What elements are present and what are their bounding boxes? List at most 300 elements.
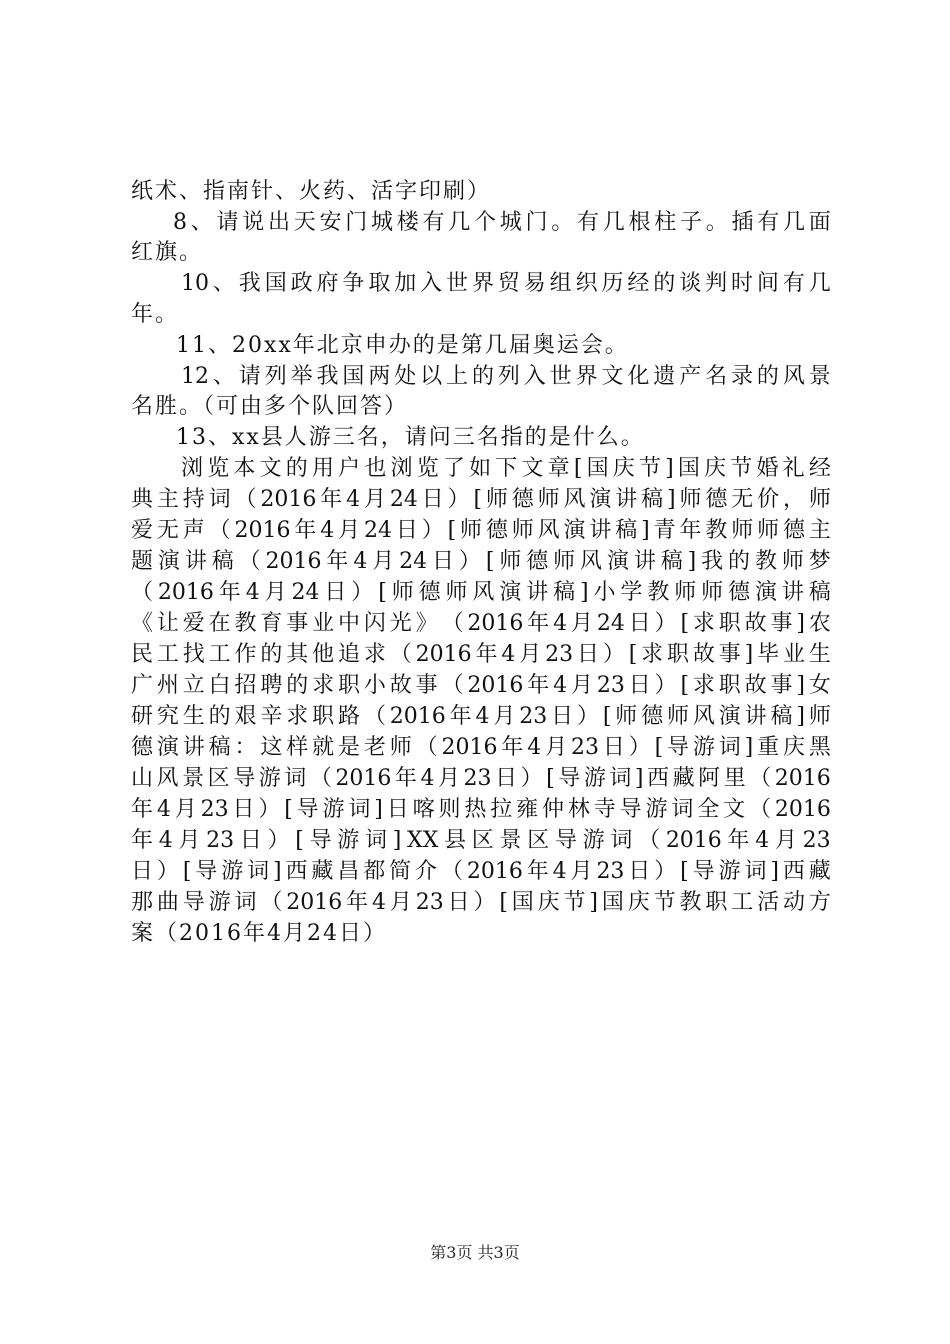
text-run: 判 bbox=[705, 271, 728, 296]
text-run: （ bbox=[415, 735, 438, 760]
text-run: 月 bbox=[519, 642, 542, 667]
text-run: 稿 bbox=[615, 518, 638, 543]
text-run: 词 bbox=[348, 797, 371, 822]
text-run: 2016 bbox=[467, 673, 524, 698]
text-run: ） bbox=[258, 797, 281, 822]
text-run: 则 bbox=[438, 797, 461, 822]
text-run: 月 bbox=[437, 766, 460, 791]
text-run: 雍 bbox=[516, 797, 539, 822]
text-run: 年 bbox=[131, 828, 154, 853]
text-run: 界 bbox=[575, 364, 598, 389]
text-run: 西 bbox=[647, 766, 670, 791]
text-run: 化 bbox=[627, 364, 650, 389]
text-run: ] bbox=[667, 487, 676, 512]
text-run: 事 bbox=[286, 611, 309, 636]
text-run: 导 bbox=[554, 828, 577, 853]
text-run: 仲 bbox=[542, 797, 565, 822]
related-articles-line bbox=[131, 516, 831, 546]
text-run: 其 bbox=[286, 642, 309, 667]
text-run: [ bbox=[628, 642, 638, 667]
text-run: （ bbox=[363, 704, 386, 729]
text-run: 子 bbox=[679, 210, 702, 235]
text-run: 2016 bbox=[260, 487, 317, 512]
text-run: 作 bbox=[234, 642, 257, 667]
text-run: 演 bbox=[157, 549, 180, 574]
text-run: 曲 bbox=[156, 890, 179, 915]
text-run: 师 bbox=[445, 580, 468, 605]
text-run: 的 bbox=[285, 456, 308, 481]
text-run: 师 bbox=[511, 518, 534, 543]
text-run: 师 bbox=[499, 549, 522, 574]
text-run: 日 bbox=[386, 797, 409, 822]
text-run: ] bbox=[665, 456, 674, 481]
text-run: 故 bbox=[389, 673, 412, 698]
text-run: 求 bbox=[363, 642, 386, 667]
text-run: 国 bbox=[586, 456, 609, 481]
text-run: 府 bbox=[316, 271, 339, 296]
question-13-line: 13、xx县人游三名，请问三名指的是什么。 bbox=[176, 425, 645, 450]
text-run: 的 bbox=[286, 673, 309, 698]
text-run: 23 bbox=[519, 704, 548, 729]
text-run: 2016 bbox=[389, 704, 446, 729]
text-run: 求 bbox=[692, 611, 715, 636]
text-run: 师 bbox=[731, 518, 754, 543]
text-run: 师 bbox=[391, 580, 414, 605]
text-run: 词 bbox=[234, 890, 257, 915]
text-run: 词 bbox=[284, 766, 307, 791]
text-run: （ bbox=[208, 518, 231, 543]
text-run: 月 bbox=[570, 673, 593, 698]
text-run: 2016 bbox=[466, 859, 523, 884]
text-run: 藏 bbox=[311, 859, 334, 884]
text-run: 文 bbox=[521, 456, 544, 481]
text-run: 经 bbox=[808, 456, 831, 481]
text-run: 年 bbox=[346, 890, 369, 915]
text-run: 国 bbox=[601, 890, 624, 915]
text-run: 列 bbox=[497, 364, 520, 389]
text-run: 浏 bbox=[390, 456, 413, 481]
text-run: 小 bbox=[363, 673, 386, 698]
text-run: 讲 bbox=[184, 549, 207, 574]
related-articles-line bbox=[131, 733, 831, 763]
text-run: ） bbox=[473, 890, 496, 915]
text-run: ） bbox=[654, 611, 677, 636]
text-run: 。 bbox=[551, 210, 574, 235]
text-run: 演 bbox=[499, 580, 522, 605]
text-run: 教 bbox=[647, 580, 670, 605]
text-run: [ bbox=[284, 797, 293, 822]
text-run: 个 bbox=[473, 210, 496, 235]
text-run: 10 bbox=[181, 271, 209, 296]
text-run: 方 bbox=[808, 890, 831, 915]
text-run: 广 bbox=[131, 673, 154, 698]
text-run: 23 bbox=[545, 642, 574, 667]
text-run: 月 bbox=[389, 890, 412, 915]
text-run: 导 bbox=[558, 766, 581, 791]
text-run: 、 bbox=[212, 271, 235, 296]
text-run: 日 bbox=[232, 797, 255, 822]
text-run: XX bbox=[407, 828, 439, 853]
related-articles-line bbox=[131, 640, 831, 670]
text-run: ） bbox=[458, 549, 481, 574]
question-8-line bbox=[173, 208, 831, 238]
text-run: 日 bbox=[395, 518, 418, 543]
text-run: 23 bbox=[802, 828, 831, 853]
text-run: 职 bbox=[312, 704, 335, 729]
text-run: 日 bbox=[495, 766, 518, 791]
text-run: 讲 bbox=[182, 735, 205, 760]
text-run: ） bbox=[654, 859, 677, 884]
text-run: 游 bbox=[337, 828, 360, 853]
text-run: 我 bbox=[701, 549, 724, 574]
text-run: 月 bbox=[174, 797, 197, 822]
text-run: 师 bbox=[667, 704, 690, 729]
text-run: 词 bbox=[671, 797, 694, 822]
text-run: 门 bbox=[525, 210, 548, 235]
text-run: 年 bbox=[475, 642, 498, 667]
text-line: 年。 bbox=[131, 302, 180, 327]
text-run: 故 bbox=[744, 673, 767, 698]
text-run: 导 bbox=[619, 797, 642, 822]
text-run: 在 bbox=[208, 611, 231, 636]
text-run: 路 bbox=[338, 704, 361, 729]
text-run: 讲 bbox=[589, 518, 612, 543]
text-run: 两 bbox=[368, 364, 391, 389]
text-run: 师 bbox=[389, 735, 412, 760]
text-run: 4 bbox=[527, 735, 542, 760]
text-run: 全 bbox=[697, 797, 720, 822]
text-run: 览 bbox=[416, 456, 439, 481]
text-run: 青 bbox=[653, 518, 676, 543]
text-run: 请 bbox=[238, 364, 261, 389]
text-run: 根 bbox=[628, 210, 651, 235]
text-run: 列 bbox=[264, 364, 287, 389]
text-run: 主 bbox=[808, 518, 831, 543]
text-run: 4 bbox=[552, 859, 567, 884]
text-run: 几 bbox=[782, 210, 805, 235]
text-run: 节 bbox=[638, 456, 661, 481]
text-run: 讲 bbox=[781, 580, 804, 605]
text-run: 师 bbox=[808, 487, 831, 512]
text-run: 2016 bbox=[665, 828, 722, 853]
text-run: 演 bbox=[589, 487, 612, 512]
text-run: 无 bbox=[731, 487, 754, 512]
text-run: 讲 bbox=[526, 580, 549, 605]
text-run: 的 bbox=[471, 364, 494, 389]
text-run: 年 bbox=[526, 859, 549, 884]
text-run: 日 bbox=[421, 487, 444, 512]
text-run: 有 bbox=[576, 210, 599, 235]
text-run: [ bbox=[546, 766, 555, 791]
text-run: 有 bbox=[422, 210, 445, 235]
text-run: 师 bbox=[757, 518, 780, 543]
text-run: 老 bbox=[363, 735, 386, 760]
text-run: 世 bbox=[549, 364, 572, 389]
question-10-line bbox=[181, 269, 831, 299]
text-run: 小 bbox=[593, 580, 616, 605]
text-run: 林 bbox=[567, 797, 590, 822]
text-run: 12 bbox=[181, 364, 209, 389]
text-run: 月 bbox=[338, 518, 361, 543]
text-run: 4 bbox=[353, 549, 368, 574]
text-run: ） bbox=[156, 859, 179, 884]
text-run: 工 bbox=[156, 642, 179, 667]
related-articles-line: 案（2016年4月24日） bbox=[131, 921, 387, 946]
text-run: 2016 bbox=[467, 611, 524, 636]
text-run: 章 bbox=[547, 456, 570, 481]
text-run: 24 bbox=[399, 549, 428, 574]
text-run: 下 bbox=[495, 456, 518, 481]
text-run: 日 bbox=[432, 549, 455, 574]
text-run: 师 bbox=[674, 580, 697, 605]
text-run: 师 bbox=[679, 487, 702, 512]
text-run: [ bbox=[499, 890, 508, 915]
text-run: 几 bbox=[448, 210, 471, 235]
text-run: 词 bbox=[247, 859, 270, 884]
text-run: 23 bbox=[570, 735, 599, 760]
text-run: 他 bbox=[312, 642, 335, 667]
text-run: 国 bbox=[342, 364, 365, 389]
text-run: 、 bbox=[190, 210, 213, 235]
text-run: 4 bbox=[371, 890, 386, 915]
text-run: （ bbox=[389, 642, 412, 667]
text-run: 追 bbox=[338, 642, 361, 667]
text-run: 光 bbox=[389, 611, 412, 636]
text-run: 《 bbox=[131, 611, 154, 636]
text-run: 州 bbox=[156, 673, 179, 698]
text-run: 山 bbox=[131, 766, 154, 791]
text-run: 4 bbox=[346, 487, 361, 512]
text-run: [ bbox=[573, 456, 583, 481]
text-run: 活 bbox=[757, 890, 780, 915]
text-run: 4 bbox=[553, 611, 568, 636]
text-run: 中 bbox=[338, 611, 361, 636]
text-run: 4 bbox=[245, 580, 260, 605]
text-run: 2016 bbox=[415, 642, 472, 667]
text-run: 日 bbox=[628, 859, 651, 884]
text-run: 2016 bbox=[286, 890, 343, 915]
text-run: ] bbox=[634, 766, 644, 791]
text-run: 世 bbox=[446, 271, 469, 296]
text-run: [ bbox=[473, 487, 483, 512]
text-run: 节 bbox=[730, 456, 753, 481]
text-run: 月 bbox=[545, 735, 568, 760]
text-run: 上 bbox=[446, 364, 469, 389]
text-run: （ bbox=[309, 766, 332, 791]
text-run: 风 bbox=[156, 766, 179, 791]
text-run: 览 bbox=[207, 456, 230, 481]
text-run: 8 bbox=[173, 210, 187, 235]
text-run: 月 bbox=[178, 828, 201, 853]
text-run: 政 bbox=[290, 271, 313, 296]
text-run: 游 bbox=[692, 735, 715, 760]
text-run: 热 bbox=[464, 797, 487, 822]
text-run: 日 bbox=[239, 828, 262, 853]
text-run: 出 bbox=[267, 210, 290, 235]
text-run: 4 bbox=[475, 704, 490, 729]
text-run: 育 bbox=[260, 611, 283, 636]
text-run: 节 bbox=[563, 890, 586, 915]
text-run: 游 bbox=[718, 859, 741, 884]
text-run: 藏 bbox=[672, 766, 695, 791]
text-run: 德 bbox=[641, 704, 664, 729]
text-run: 演 bbox=[606, 549, 629, 574]
text-run: 毕 bbox=[757, 642, 780, 667]
text-run: 年 bbox=[294, 518, 317, 543]
text-run: 产 bbox=[679, 364, 702, 389]
related-articles-line bbox=[131, 547, 831, 577]
text-run: 研 bbox=[131, 704, 154, 729]
text-run: [ bbox=[485, 549, 495, 574]
text-run: 导 bbox=[233, 766, 256, 791]
text-run: 学 bbox=[620, 580, 643, 605]
related-articles-line bbox=[131, 671, 831, 701]
text-run: 的 bbox=[756, 364, 779, 389]
text-run: 年 bbox=[527, 673, 550, 698]
text-run: （ bbox=[260, 890, 283, 915]
text-run: 风 bbox=[580, 549, 603, 574]
text-run: 里 bbox=[723, 766, 746, 791]
text-run: 加 bbox=[394, 271, 417, 296]
text-run: ） bbox=[351, 580, 374, 605]
text-run: 区 bbox=[471, 828, 494, 853]
text-run: （ bbox=[441, 673, 464, 698]
text-run: 喀 bbox=[412, 797, 435, 822]
text-run: 动 bbox=[782, 890, 805, 915]
text-run: 黑 bbox=[808, 735, 831, 760]
text-run: 、 bbox=[212, 364, 235, 389]
text-run: ， bbox=[782, 487, 805, 512]
text-run: 织 bbox=[575, 271, 598, 296]
text-run: 女 bbox=[808, 673, 831, 698]
text-run: 题 bbox=[131, 549, 154, 574]
text-run: 用 bbox=[311, 456, 334, 481]
text-run: 门 bbox=[345, 210, 368, 235]
text-run: 贸 bbox=[497, 271, 520, 296]
text-run: 演 bbox=[156, 735, 179, 760]
text-run: ] bbox=[641, 518, 650, 543]
text-run: 词 bbox=[208, 487, 231, 512]
text-run: 师 bbox=[781, 549, 804, 574]
text-run: 德 bbox=[511, 487, 534, 512]
text-run: 文 bbox=[601, 364, 624, 389]
text-run: 面 bbox=[808, 210, 831, 235]
text-run: 游 bbox=[258, 766, 281, 791]
text-run: 故 bbox=[692, 642, 715, 667]
text-run: [ bbox=[602, 704, 612, 729]
text-run: 23 bbox=[596, 673, 625, 698]
text-run: 4 bbox=[755, 828, 770, 853]
text-run: 日 bbox=[628, 611, 651, 636]
text-run: 阿 bbox=[698, 766, 721, 791]
text-run: 求 bbox=[692, 673, 715, 698]
text-run: 职 bbox=[667, 642, 690, 667]
text-run: 景 bbox=[499, 828, 522, 853]
text-run: 事 bbox=[770, 673, 793, 698]
text-run: 2016 bbox=[265, 549, 322, 574]
text-run: 教 bbox=[234, 611, 257, 636]
text-run: 也 bbox=[364, 456, 387, 481]
text-run: 谈 bbox=[679, 271, 702, 296]
text-run: 演 bbox=[718, 704, 741, 729]
text-run: 请 bbox=[216, 210, 239, 235]
text-run: 稿 bbox=[660, 549, 683, 574]
text-run: [ bbox=[378, 580, 387, 605]
text-run: 辛 bbox=[260, 704, 283, 729]
text-run: 究 bbox=[156, 704, 179, 729]
text-run: 事 bbox=[718, 642, 741, 667]
text-run: ] bbox=[273, 859, 282, 884]
text-run: [ bbox=[680, 859, 689, 884]
text-run: 教 bbox=[754, 549, 777, 574]
text-run: 年 bbox=[679, 518, 702, 543]
text-run: 组 bbox=[549, 271, 572, 296]
text-run: 游 bbox=[582, 828, 605, 853]
text-run: 日 bbox=[551, 704, 574, 729]
text-run: ） bbox=[654, 673, 677, 698]
text-run: 讲 bbox=[633, 549, 656, 574]
text-run: 24 bbox=[596, 611, 625, 636]
text-run: 讲 bbox=[744, 704, 767, 729]
text-run: 职 bbox=[705, 890, 728, 915]
text-run: 德 bbox=[418, 580, 441, 605]
text-run: 事 bbox=[415, 673, 438, 698]
text-run: 遗 bbox=[653, 364, 676, 389]
text-run: ] bbox=[744, 642, 754, 667]
text-run: 日 bbox=[447, 890, 470, 915]
related-articles-line bbox=[131, 795, 831, 825]
text-run: 礼 bbox=[782, 456, 805, 481]
text-run: 导 bbox=[296, 797, 319, 822]
text-run: 稿 bbox=[770, 704, 793, 729]
text-run: 城 bbox=[370, 210, 393, 235]
text-run: 楼 bbox=[396, 210, 419, 235]
text-run: 取 bbox=[368, 271, 391, 296]
text-run: 。 bbox=[705, 210, 728, 235]
text-run: ] bbox=[796, 673, 805, 698]
text-run: 师 bbox=[808, 704, 831, 729]
text-run: 2016 bbox=[335, 766, 392, 791]
text-run: ） bbox=[628, 735, 651, 760]
text-run: 安 bbox=[319, 210, 342, 235]
text-run: 如 bbox=[469, 456, 492, 481]
text-run: 价 bbox=[757, 487, 780, 512]
text-run: 浏 bbox=[181, 456, 204, 481]
text-run: 23 bbox=[463, 766, 492, 791]
text-run: 文 bbox=[723, 797, 746, 822]
text-run: 求 bbox=[641, 642, 664, 667]
text-run: 词 bbox=[610, 828, 633, 853]
text-run: 4 bbox=[156, 797, 171, 822]
question-11-line: 11、20xx年北京申办的是第几届奥运会。 bbox=[176, 333, 629, 358]
text-run: 生 bbox=[808, 642, 831, 667]
text-run: 让 bbox=[156, 611, 179, 636]
text-run: 职 bbox=[718, 611, 741, 636]
related-articles-line bbox=[181, 454, 831, 484]
text-run: 4 bbox=[320, 518, 335, 543]
text-run: 举 bbox=[290, 364, 313, 389]
text-run: 景 bbox=[808, 364, 831, 389]
text-run: 月 bbox=[264, 580, 287, 605]
question-12-line bbox=[181, 362, 831, 392]
text-run: 师 bbox=[460, 518, 483, 543]
text-run: 招 bbox=[234, 673, 257, 698]
text-run: 就 bbox=[312, 735, 335, 760]
text-run: 是 bbox=[338, 735, 361, 760]
text-run: 2016 bbox=[234, 518, 291, 543]
related-articles-line bbox=[131, 826, 831, 856]
text-run: 风 bbox=[537, 518, 560, 543]
